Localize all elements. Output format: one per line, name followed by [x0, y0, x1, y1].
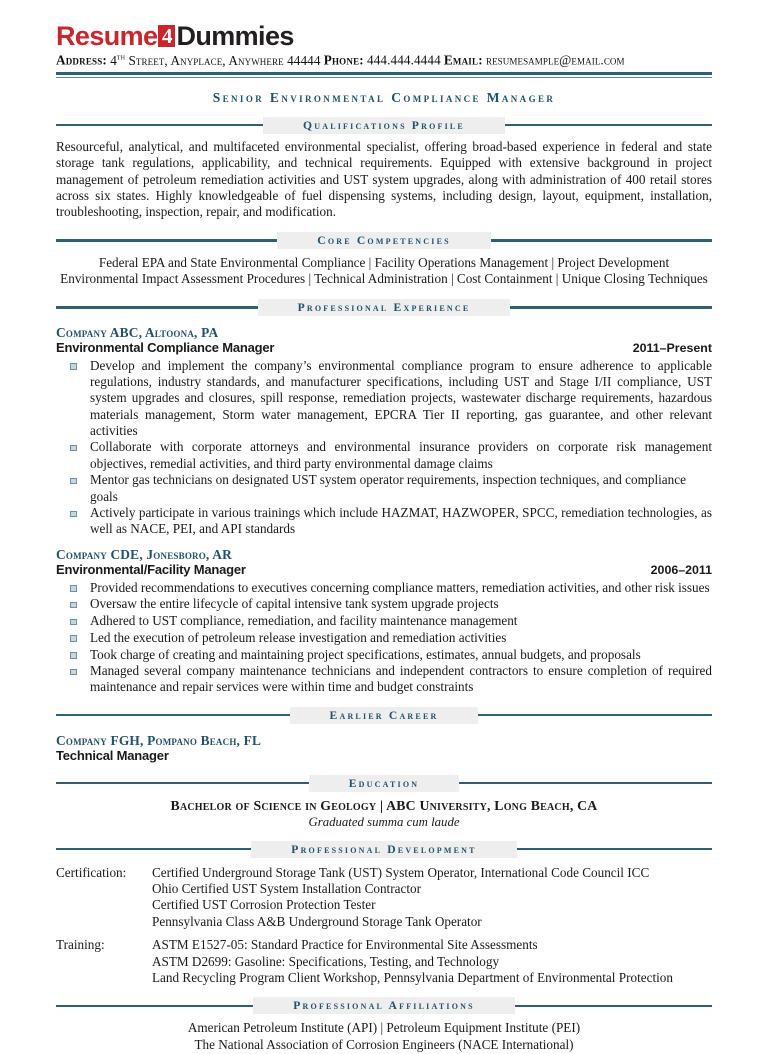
list-item: Ohio Certified UST System Installation Contractor	[152, 881, 421, 897]
job-dates: 2011–Present	[632, 340, 712, 355]
job-heading-row	[56, 562, 712, 578]
job-heading-row	[56, 748, 712, 764]
rule-right	[515, 1005, 712, 1008]
job-dates: 2006–2011	[650, 562, 712, 577]
phone-value: 444.444.4444	[367, 52, 441, 68]
list-item: Certified Underground Storage Tank (UST) System Operator, International Code Council ICC	[152, 864, 650, 880]
list-item: Actively participate in various trainings which include HAZMAT, HAZWOPER, SPCC, remediation technologies, as well as NACE, PEI, and API standards	[56, 505, 712, 537]
degree-line: Bachelor of Science in Geology | ABC University, Long Beach, CA	[170, 797, 598, 813]
list-item: Took charge of creating and maintaining project specifications, estimates, annual budgets, and proposals	[56, 647, 712, 663]
address-label: Address:	[56, 52, 108, 68]
rule-left	[56, 239, 277, 242]
section-title: Earlier Career	[290, 707, 479, 724]
competencies-list	[56, 255, 712, 288]
qualifications-paragraph: Resourceful, analytical, and multifaceted environmental specialist, offering broad-based experience in federal and state storage tank regulations, applicability, and technical requirements. Equipped with extensive background in project management of petroleum remediation activities and UST system upgrades, along with administration of 400 retail stores across six states. Highly knowledgeable of fuel dispensing systems, including design, layout, equipment, installation, troubleshooting, inspection, repair, and modification.	[56, 138, 712, 220]
logo-text-resume: Resume	[56, 21, 158, 51]
header-divider	[56, 72, 712, 78]
list-item: ASTM D2699: Gasoline: Specifications, Testing, and Technology	[152, 953, 500, 969]
address-value: 4th Street, Anyplace, Anywhere 44444	[110, 52, 321, 68]
certification-items	[152, 865, 712, 931]
affiliation-line: The National Association of Corrosion Engineers (NACE International)	[194, 1037, 574, 1053]
list-item: Mentor gas technicians on designated UST system operator requirements, inspection techniques, and compliance goals	[56, 472, 712, 504]
section-title: Core Competencies	[277, 232, 491, 249]
rule-right	[478, 714, 712, 717]
certification-block	[56, 865, 712, 931]
section-title: Education	[309, 775, 460, 792]
list-item: Develop and implement the company’s environmental compliance program to ensure adherence to applicable regulations, industry standards, and manufacturer specifications, including UST and Stage I/II compliance, UST system upgrades and closures, spill response, remediation projects, wastewater discharge requirements, hazardous materials management, Storm water management, EPCRA Tier II reporting, gas guarantee, and other relevant activities	[56, 358, 712, 439]
rule-right	[517, 848, 712, 851]
logo-text-dummies: Dummies	[176, 21, 294, 51]
affiliations-list	[56, 1020, 712, 1053]
rule-left	[56, 124, 263, 127]
address-ordinal-suffix: th	[116, 52, 126, 62]
rule-left	[56, 848, 251, 851]
training-block	[56, 937, 712, 986]
section-header-education	[56, 775, 712, 792]
rule-right	[510, 306, 712, 309]
honors-line: Graduated summa cum laude	[308, 814, 460, 829]
rule-right	[491, 239, 712, 242]
phone-label: Phone:	[323, 52, 364, 68]
job-title: Environmental Compliance Manager	[56, 339, 275, 355]
section-title: Professional Experience	[258, 299, 511, 316]
brand-logo	[56, 22, 712, 50]
list-item: Oversaw the entire lifecycle of capital intensive tank system upgrade projects	[56, 596, 712, 612]
employer-name: Company CDE, Jonesboro, AR	[56, 546, 233, 562]
section-header-development	[56, 841, 712, 858]
rule-left	[56, 714, 290, 717]
experience-entry	[56, 325, 712, 538]
list-item: Pennsylvania Class A&B Underground Storage Tank Operator	[152, 913, 482, 929]
rule-left	[56, 782, 309, 785]
letterhead	[56, 22, 712, 78]
list-item: Led the execution of petroleum release investigation and remediation activities	[56, 630, 712, 646]
competencies-line: Federal EPA and State Environmental Compliance | Facility Operations Management | Project Development	[98, 254, 670, 270]
job-title: Technical Manager	[56, 747, 169, 763]
section-header-earlier-career	[56, 707, 712, 724]
section-title: Qualifications Profile	[263, 117, 505, 134]
list-item: Managed several company maintenance technicians and independent contractors to ensure completion of required maintenance and repair services were within time and budget constraints	[56, 663, 712, 695]
job-title: Environmental/Facility Manager	[56, 561, 246, 577]
list-item: Collaborate with corporate attorneys and environmental insurance providers on corporate risk management objectives, remedial activities, and third party environmental damage claims	[56, 439, 712, 471]
logo-badge-four: 4	[158, 25, 175, 47]
job-responsibilities	[56, 358, 712, 538]
rule-left	[56, 1005, 253, 1008]
training-items	[152, 937, 712, 986]
job-heading-row	[56, 340, 712, 356]
rule-right	[459, 782, 712, 785]
section-header-competencies	[56, 232, 712, 249]
experience-entry	[56, 547, 712, 696]
section-header-affiliations	[56, 997, 712, 1014]
email-label: Email:	[443, 52, 483, 68]
job-responsibilities	[56, 580, 712, 696]
section-title: Professional Development	[251, 841, 516, 858]
section-header-qualifications	[56, 117, 712, 134]
training-label: Training:	[56, 937, 105, 953]
affiliation-line: American Petroleum Institute (API) | Petroleum Equipment Institute (PEI)	[187, 1020, 581, 1036]
rule-left	[56, 306, 258, 309]
certification-label: Certification:	[56, 864, 127, 880]
earlier-career-entry	[56, 733, 712, 764]
list-item: ASTM E1527-05: Standard Practice for Environmental Site Assessments	[152, 937, 538, 953]
section-title: Professional Affiliations	[253, 997, 514, 1014]
employer-name: Company ABC, Altoona, PA	[56, 324, 219, 340]
list-item: Land Recycling Program Client Workshop, Pennsylvania Department of Environmental Protection	[152, 970, 673, 986]
list-item: Provided recommendations to executives concerning compliance matters, remediation activities, and other risk issues	[56, 580, 712, 596]
section-header-experience	[56, 299, 712, 316]
competencies-line: Environmental Impact Assessment Procedures | Technical Administration | Cost Containment | Unique Closing Techniques	[60, 271, 708, 287]
list-item: Certified UST Corrosion Protection Tester	[152, 897, 376, 913]
rule-right	[505, 124, 712, 127]
employer-name: Company FGH, Pompano Beach, FL	[56, 732, 262, 748]
contact-line	[56, 52, 712, 68]
page-title: Senior Environmental Compliance Manager	[212, 89, 556, 105]
email-value[interactable]: resumesample@email.com	[485, 52, 625, 68]
list-item: Adhered to UST compliance, remediation, and facility maintenance management	[56, 613, 712, 629]
